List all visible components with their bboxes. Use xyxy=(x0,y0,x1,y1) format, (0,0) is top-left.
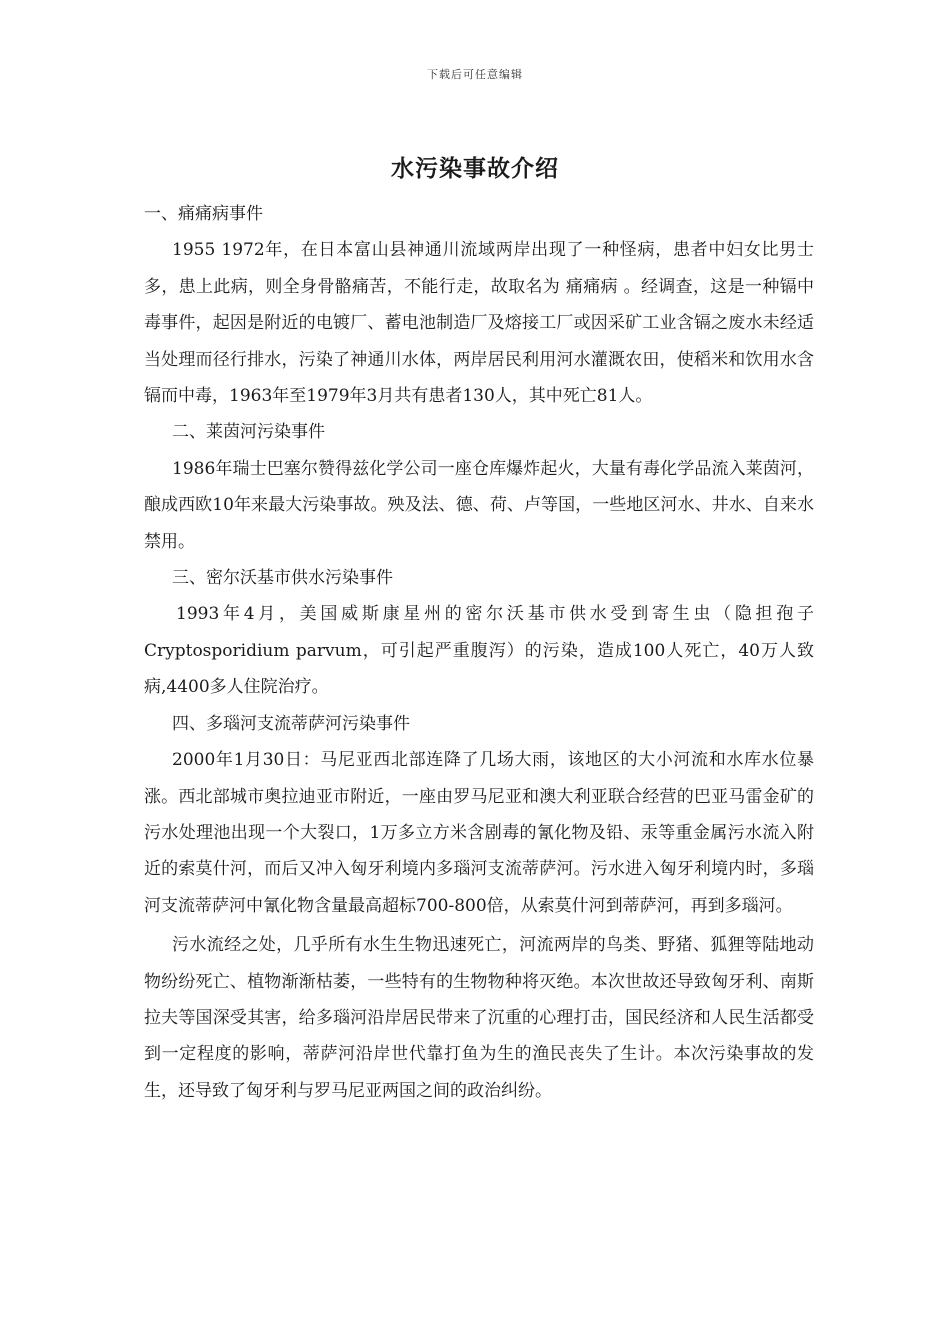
section-4-paragraph-2: 污水流经之处，几乎所有水生生物迅速死亡，河流两岸的鸟类、野猪、狐狸等陆地动物纷纷死亡、植物渐渐枯萎，一些特有的生物物种将灭绝。本次世故还导致匈牙利、南斯拉夫等国深受其害，给多瑙河沿岸居民带来了沉重的心理打击，国民经济和人民生活都受到一定程度的影响，蒂萨河沿岸世代靠打鱼为生的渔民丧失了生计。本次污染事故的发生，还导致了匈牙利与罗马尼亚两国之间的政治纠纷。 xyxy=(144,935,814,1101)
document-title: 水污染事故介绍 xyxy=(391,155,559,182)
section-1-paragraph-1: 1955 1972年，在日本富山县神通川流域两岸出现了一种怪病，患者中妇女比男士多，患上此病，则全身骨骼痛苦，不能行走，故取名为 痛痛病 。经调查，这是一种镉中毒事件，起因是附近的电镀厂、蓄电池制造厂及熔接工厂或因采矿工业含镉之废水未经适当处理而径行排水，污染了神通川水体，两岸居民利用河水灌溉农田，使稻米和饮用水含镉而中毒，1963年至1979年3月共有患者130人，其中死亡81人。 xyxy=(144,240,814,407)
section-3-paragraph-1: 1993年4月，美国威斯康星州的密尔沃基市供水受到寄生虫（隐担孢子Cryptosporidium parvum，可引起严重腹泻）的污染，造成100人死亡，40万人致病,4400多人住院治疗。 xyxy=(144,604,814,698)
section-heading-3: 三、密尔沃基市供水污染事件 xyxy=(172,568,393,589)
section-4-paragraph-1: 2000年1月30日：马尼亚西北部连降了几场大雨，该地区的大小河流和水库水位暴涨。西北部城市奥拉迪亚市附近，一座由罗马尼亚和澳大利亚联合经营的巴亚马雷金矿的污水处理池出现一个大裂口，1万多立方米含剧毒的氰化物及铅、汞等重金属污水流入附近的索莫什河，而后又冲入匈牙利境内多瑙河支流蒂萨河。污水进入匈牙利境内时，多瑙河支流蒂萨河中氰化物含量最高超标700-800倍，从索莫什河到蒂萨河，再到多瑙河。 xyxy=(144,750,814,916)
section-heading-1: 一、痛痛病事件 xyxy=(144,204,263,224)
document-body xyxy=(144,196,814,1109)
header-note: 下载后可任意编辑 xyxy=(427,68,523,81)
section-heading-4: 四、多瑙河支流蒂萨河污染事件 xyxy=(172,713,410,734)
section-2-paragraph-1: 1986年瑞士巴塞尔赞得兹化学公司一座仓库爆炸起火，大量有毒化学品流入莱茵河，酿成西欧10年来最大污染事故。殃及法、德、荷、卢等国，一些地区河水、井水、自来水禁用。 xyxy=(144,458,814,552)
section-heading-2: 二、莱茵河污染事件 xyxy=(172,422,325,443)
